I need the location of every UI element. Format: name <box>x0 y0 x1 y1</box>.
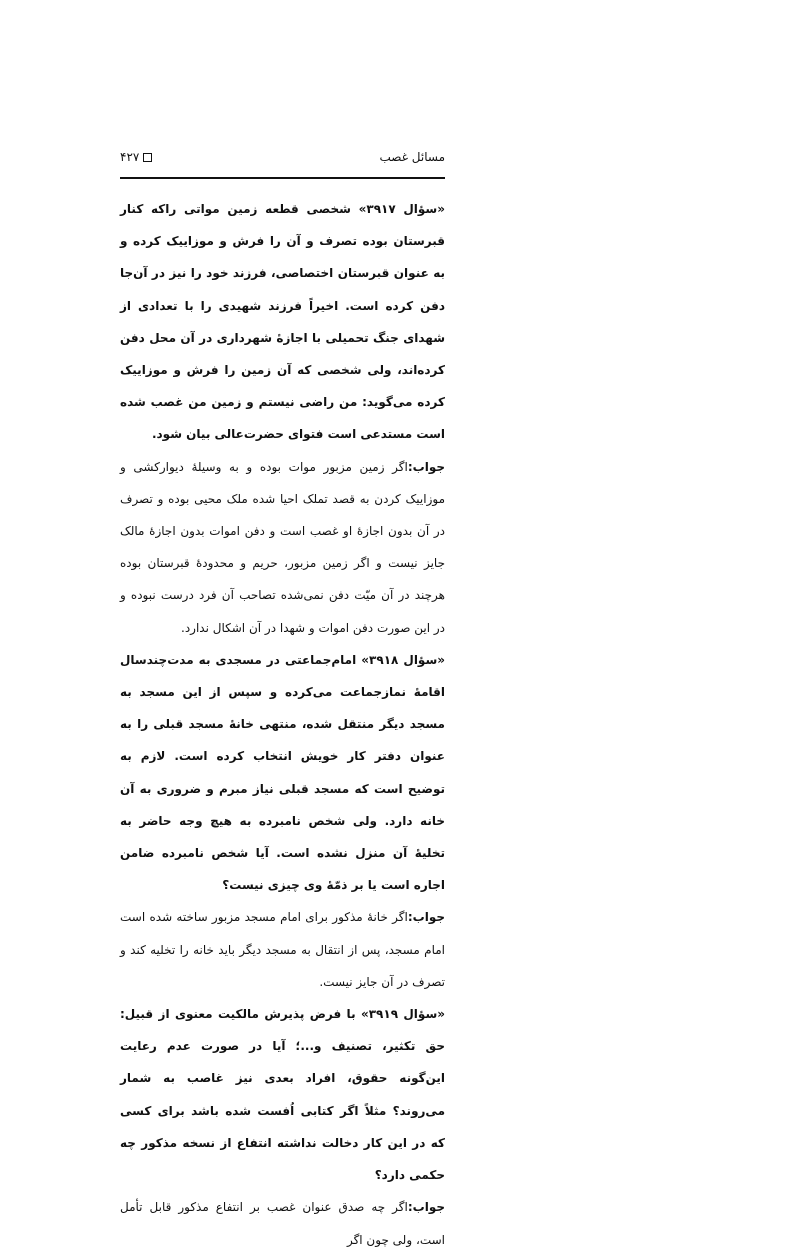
answer-3917 <box>120 451 445 644</box>
answer-3918 <box>120 901 445 998</box>
answer-3919 <box>120 1191 445 1255</box>
page-header <box>120 150 445 172</box>
answer-text: اگر خانهٔ مذکور برای امام مسجد مزبور ساخته شده است امام مسجد، پس از انتقال به مسجد دیگر باید خانه را تخلیه کند و تصرف در آن جایز نیست. <box>120 910 445 989</box>
question-3918: «سؤال ۳۹۱۸» امام‌جماعتی در مسجدی به مدت‌چندسال اقامهٔ نمازجماعت می‌کرده و سپس از این مسجد به مسجد دیگر منتقل شده، منتهی خانهٔ مسجد قبلی را به عنوان دفتر کار خویش انتخاب کرده است. لازم به توضیح است که مسجد قبلی نیاز مبرم و ضروری به آن خانه دارد. ولی شخص نامبرده به هیچ وجه حاضر به تخلیهٔ آن منزل نشده است. آیا شخص نامبرده ضامن اجاره است یا بر ذمّهٔ وی چیزی نیست؟ <box>120 652 446 893</box>
question-3919: «سؤال ۳۹۱۹» با فرض پذیرش مالکیت معنوی از قبیل: حق تکثیر، تصنیف و...؛ آیا در صورت عدم رعایت این‌گونه حقوق، افراد بعدی نیز غاصب به شمار می‌روند؟ مثلاً اگر کتابی اُفست شده باشد برای کسی که در این کار دخالت نداشته انتفاع از نسخه مذکور چه حکمی دارد؟ <box>120 1007 445 1183</box>
answer-text: اگر چه صدق عنوان غصب بر انتفاع مذکور قابل تأمل است، ولی چون اگر <box>120 1200 445 1247</box>
question-3917: «سؤال ۳۹۱۷» شخصی قطعه زمین مواتی راکه کنار قبرستان بوده تصرف و آن را فرش و موزاییک کرده و به عنوان قبرستان اختصاصی، فرزند خود را نیز در آن‌جا دفن کرده است. اخیراً فرزند شهیدی را با تعدادی از شهدای جنگ تحمیلی با اجازهٔ شهرداری در آن محل دفن کرده‌اند، ولی شخصی که آن زمین را فرش و موزاییک کرده می‌گوید: من راضی نیستم و زمین من غصب شده است مستدعی است فتوای حضرت‌عالی بیان شود. <box>120 202 445 442</box>
answer-label: جواب: <box>407 459 445 474</box>
page-number: ۴۲۷ <box>120 150 140 164</box>
answer-label: جواب: <box>407 1200 445 1215</box>
answer-text: اگر زمین مزبور موات بوده و به وسیلهٔ دیوارکشی و موزاییک کردن به قصد تملک احیا شده ملک محیی بوده و تصرف در آن بدون اجازهٔ او غصب است و دفن اموات بدون اجازهٔ مالک جایز نیست و اگر زمین مزبور، حریم و محدودهٔ قبرستان بوده هرچند در آن میّت دفن نمی‌شده تصاحب آن فرد درست نبوده و در این صورت دفن اموات و شهدا در آن اشکال ندارد. <box>120 459 445 635</box>
running-title: مسائل غصب <box>379 150 445 164</box>
page-number-group <box>120 150 152 164</box>
header-rule <box>120 177 445 179</box>
square-bullet-icon <box>143 153 152 162</box>
answer-label: جواب: <box>407 910 445 925</box>
page-body <box>120 193 445 1256</box>
